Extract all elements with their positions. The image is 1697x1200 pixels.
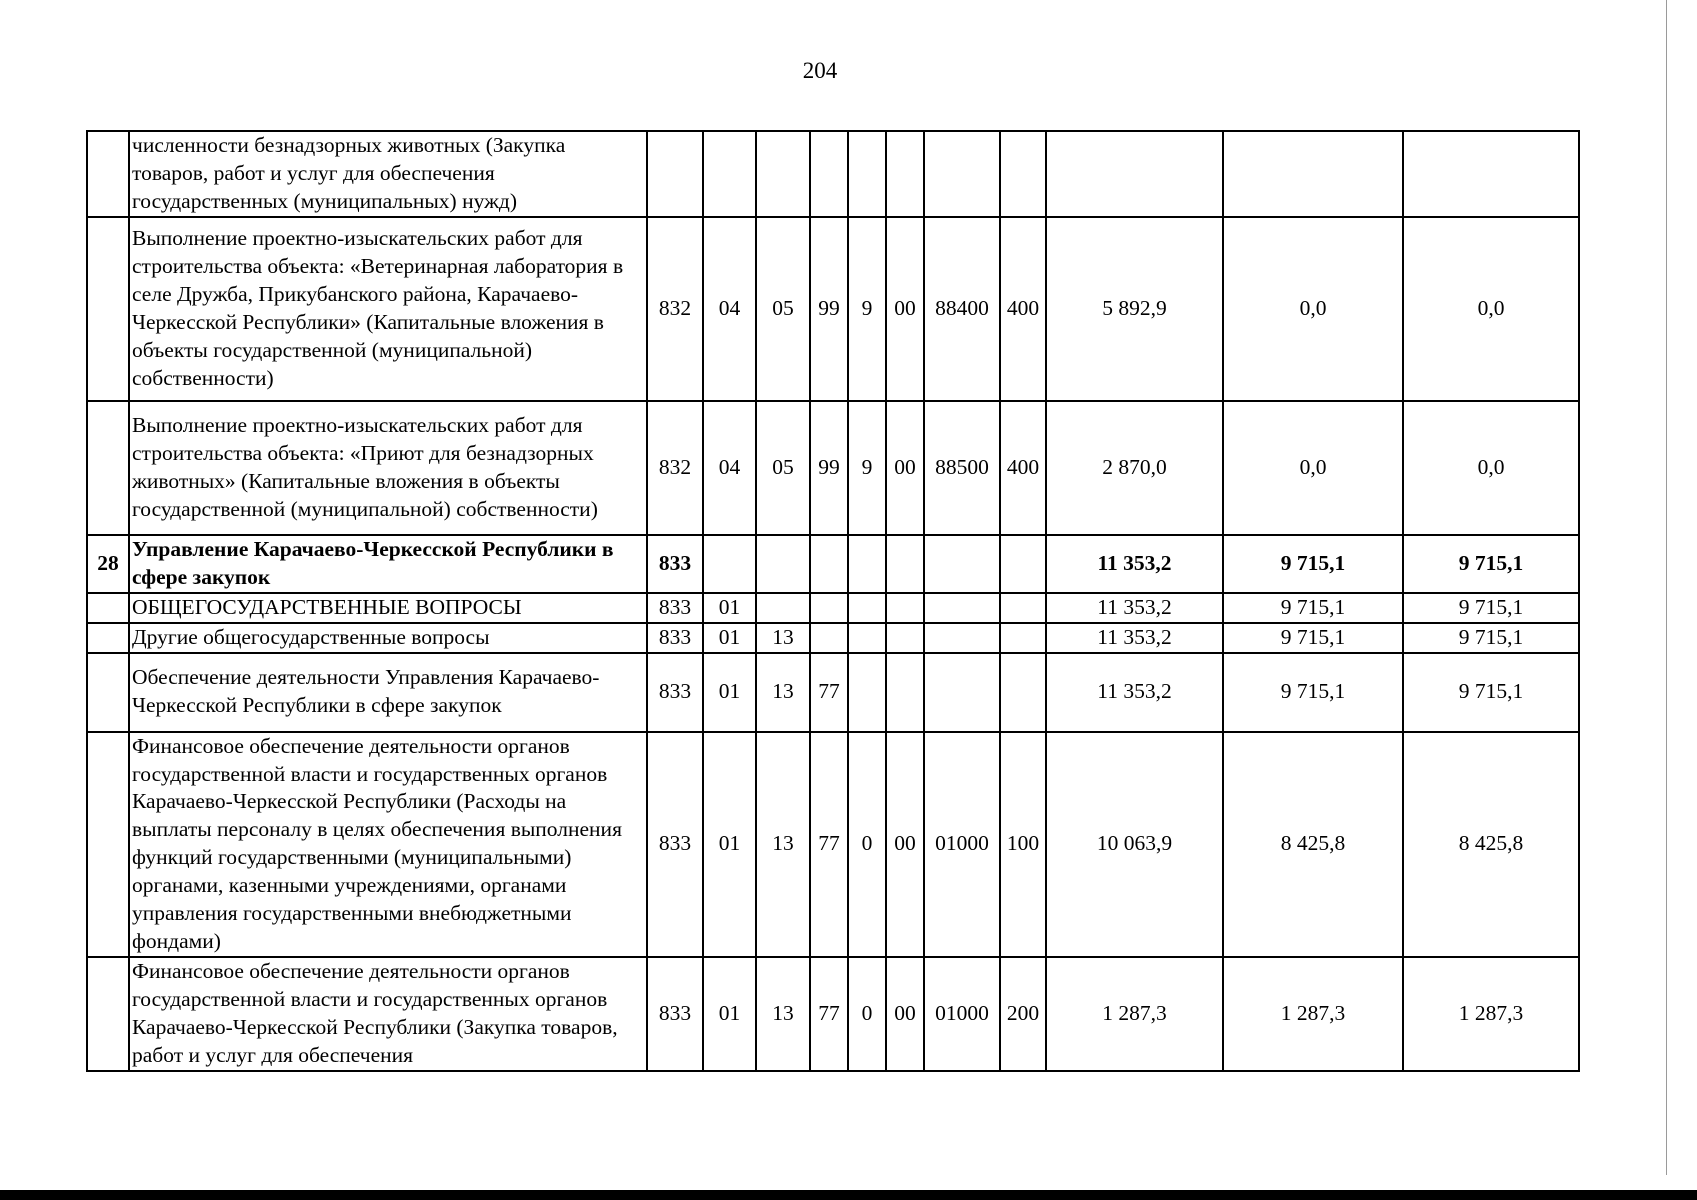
sum-year-1: 11 353,2 (1046, 535, 1223, 593)
code-cs-direction (924, 131, 1000, 217)
sum-year-2: 0,0 (1223, 217, 1403, 401)
code-ved: 833 (647, 593, 703, 623)
sum-year-1 (1046, 131, 1223, 217)
code-rz: 01 (703, 957, 756, 1071)
table-body (87, 131, 1579, 1071)
code-rz (703, 535, 756, 593)
sum-year-3: 1 287,3 (1403, 957, 1579, 1071)
sum-year-1: 11 353,2 (1046, 623, 1223, 653)
code-pr: 05 (756, 401, 810, 535)
sum-year-2: 0,0 (1223, 401, 1403, 535)
row-name: Другие общегосударственные вопросы (129, 623, 647, 653)
budget-table (86, 130, 1580, 1072)
table-row (87, 217, 1579, 401)
code-ved: 833 (647, 957, 703, 1071)
sum-year-2: 9 715,1 (1223, 593, 1403, 623)
row-number (87, 653, 129, 732)
code-ved: 833 (647, 653, 703, 732)
code-cs-main (886, 593, 924, 623)
row-name: Финансовое обеспечение деятельности органов государственной власти и государственных органов Карачаево-Черкесской Республики (Расходы на выплаты персоналу в целях обеспечения выполнения функций государственными (муниципальными) органами, казенными учреждениями, органами управления государственными внебюджетными фондами) (129, 732, 647, 958)
code-cs-program (810, 535, 848, 593)
table-row (87, 401, 1579, 535)
sum-year-3: 0,0 (1403, 401, 1579, 535)
code-cs-subprogram: 0 (848, 957, 886, 1071)
code-pr: 13 (756, 732, 810, 958)
code-cs-subprogram (848, 131, 886, 217)
row-name: Управление Карачаево-Черкесской Республики в сфере закупок (129, 535, 647, 593)
code-cs-direction: 88400 (924, 217, 1000, 401)
code-cs-direction: 01000 (924, 732, 1000, 958)
sum-year-2: 9 715,1 (1223, 535, 1403, 593)
code-rz (703, 131, 756, 217)
code-pr (756, 535, 810, 593)
code-cs-program: 99 (810, 401, 848, 535)
row-number (87, 957, 129, 1071)
sum-year-1: 10 063,9 (1046, 732, 1223, 958)
sum-year-2: 9 715,1 (1223, 653, 1403, 732)
table-row (87, 732, 1579, 958)
code-cs-program (810, 593, 848, 623)
code-pr (756, 593, 810, 623)
scan-margin-line (1666, 0, 1667, 1175)
code-cs-program (810, 131, 848, 217)
code-cs-subprogram (848, 623, 886, 653)
code-pr: 05 (756, 217, 810, 401)
code-pr (756, 131, 810, 217)
code-rz: 01 (703, 593, 756, 623)
code-vr (1000, 593, 1046, 623)
page-number: 204 (802, 58, 838, 83)
bottom-border-bar (0, 1190, 1697, 1200)
code-cs-program: 77 (810, 957, 848, 1071)
code-vr: 400 (1000, 401, 1046, 535)
row-name: численности безнадзорных животных (Закупка товаров, работ и услуг для обеспечения государственных (муниципальных) нужд) (129, 131, 647, 217)
table-row (87, 623, 1579, 653)
code-cs-program: 77 (810, 653, 848, 732)
code-pr: 13 (756, 653, 810, 732)
code-ved: 833 (647, 535, 703, 593)
code-rz: 01 (703, 653, 756, 732)
code-rz: 04 (703, 401, 756, 535)
sum-year-1: 2 870,0 (1046, 401, 1223, 535)
code-cs-direction: 88500 (924, 401, 1000, 535)
code-cs-main: 00 (886, 217, 924, 401)
code-cs-main: 00 (886, 732, 924, 958)
code-cs-program: 99 (810, 217, 848, 401)
row-name: Обеспечение деятельности Управления Карачаево-Черкесской Республики в сфере закупок (129, 653, 647, 732)
sum-year-2: 1 287,3 (1223, 957, 1403, 1071)
row-number: 28 (87, 535, 129, 593)
table-row (87, 593, 1579, 623)
code-vr (1000, 623, 1046, 653)
code-cs-direction (924, 593, 1000, 623)
code-vr (1000, 653, 1046, 732)
code-cs-subprogram: 9 (848, 401, 886, 535)
row-name: Выполнение проектно-изыскательских работ для строительства объекта: «Приют для безнадзорных животных» (Капитальные вложения в объекты государственной (муниципальной) собственности) (129, 401, 647, 535)
table-row (87, 957, 1579, 1071)
sum-year-3 (1403, 131, 1579, 217)
code-vr: 400 (1000, 217, 1046, 401)
table-row (87, 653, 1579, 732)
code-pr: 13 (756, 957, 810, 1071)
code-ved: 832 (647, 401, 703, 535)
sum-year-3: 9 715,1 (1403, 535, 1579, 593)
code-pr: 13 (756, 623, 810, 653)
code-cs-subprogram: 9 (848, 217, 886, 401)
row-number (87, 217, 129, 401)
row-number (87, 732, 129, 958)
sum-year-1: 11 353,2 (1046, 593, 1223, 623)
code-cs-direction (924, 653, 1000, 732)
row-number (87, 593, 129, 623)
sum-year-1: 11 353,2 (1046, 653, 1223, 732)
sum-year-2: 8 425,8 (1223, 732, 1403, 958)
row-name: Финансовое обеспечение деятельности органов государственной власти и государственных органов Карачаево-Черкесской Республики (Закупка товаров, работ и услуг для обеспечения (129, 957, 647, 1071)
code-cs-subprogram (848, 593, 886, 623)
code-cs-main (886, 653, 924, 732)
code-ved: 833 (647, 623, 703, 653)
code-vr (1000, 535, 1046, 593)
code-cs-program: 77 (810, 732, 848, 958)
code-ved (647, 131, 703, 217)
sum-year-3: 9 715,1 (1403, 623, 1579, 653)
code-cs-program (810, 623, 848, 653)
code-cs-main (886, 131, 924, 217)
sum-year-2 (1223, 131, 1403, 217)
table-row (87, 535, 1579, 593)
code-rz: 01 (703, 732, 756, 958)
code-rz: 01 (703, 623, 756, 653)
code-vr: 100 (1000, 732, 1046, 958)
code-cs-subprogram (848, 653, 886, 732)
code-cs-subprogram (848, 535, 886, 593)
sum-year-2: 9 715,1 (1223, 623, 1403, 653)
sum-year-3: 9 715,1 (1403, 653, 1579, 732)
row-number (87, 401, 129, 535)
code-cs-main: 00 (886, 401, 924, 535)
sum-year-1: 1 287,3 (1046, 957, 1223, 1071)
sum-year-3: 0,0 (1403, 217, 1579, 401)
code-vr (1000, 131, 1046, 217)
code-cs-main (886, 623, 924, 653)
code-cs-direction (924, 623, 1000, 653)
sum-year-3: 9 715,1 (1403, 593, 1579, 623)
code-cs-direction: 01000 (924, 957, 1000, 1071)
sum-year-1: 5 892,9 (1046, 217, 1223, 401)
code-cs-subprogram: 0 (848, 732, 886, 958)
code-cs-direction (924, 535, 1000, 593)
sum-year-3: 8 425,8 (1403, 732, 1579, 958)
code-ved: 832 (647, 217, 703, 401)
row-name: ОБЩЕГОСУДАРСТВЕННЫЕ ВОПРОСЫ (129, 593, 647, 623)
code-ved: 833 (647, 732, 703, 958)
row-number (87, 131, 129, 217)
row-name: Выполнение проектно-изыскательских работ для строительства объекта: «Ветеринарная лаборатория в селе Дружба, Прикубанского района, Карачаево-Черкесской Республики» (Капитальные вложения в объекты государственной (муниципальной) собственности) (129, 217, 647, 401)
row-number (87, 623, 129, 653)
code-cs-main: 00 (886, 957, 924, 1071)
table-row (87, 131, 1579, 217)
code-vr: 200 (1000, 957, 1046, 1071)
code-rz: 04 (703, 217, 756, 401)
code-cs-main (886, 535, 924, 593)
